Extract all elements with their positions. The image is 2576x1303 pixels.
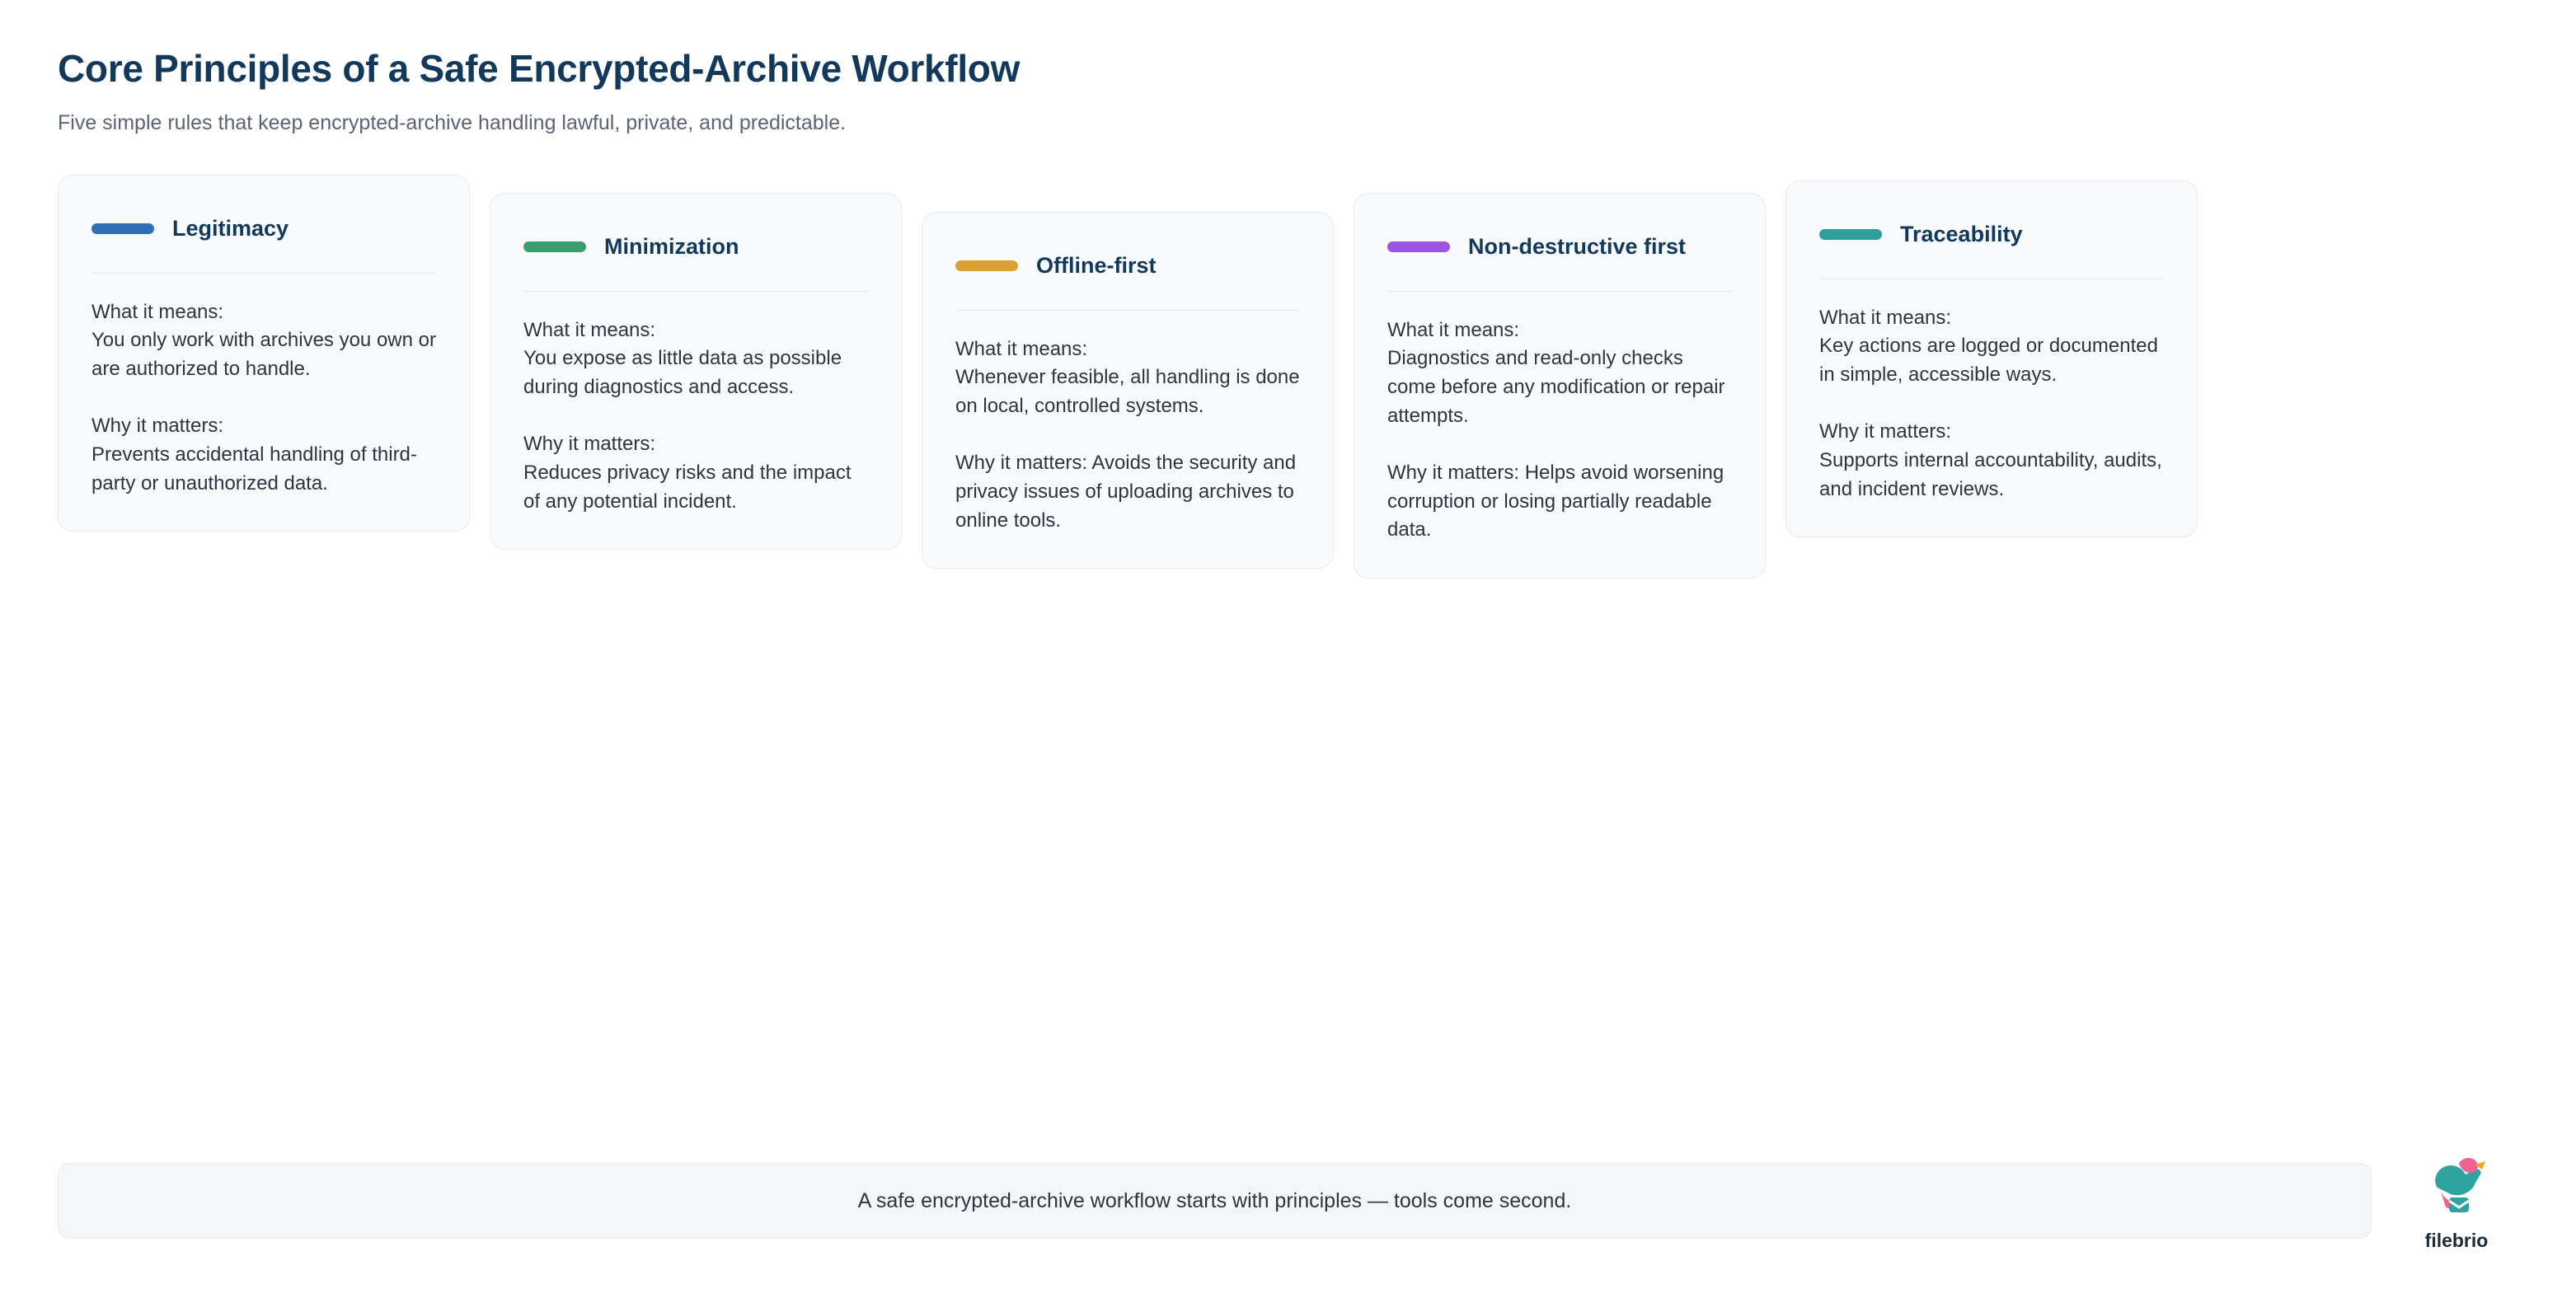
divider [955,310,1300,311]
principle-card [922,212,1334,569]
footer-banner-text: A safe encrypted-archive workflow starts with principles — tools come second. [857,1188,1572,1212]
brand-name: filebrio [2424,1230,2489,1251]
what-it-means-label: What it means: [1819,306,1952,329]
what-it-means-label: What it means: [523,318,656,341]
card-title: Minimization [604,234,739,260]
principle-card [1354,193,1766,579]
why-it-matters-block [1387,459,1732,545]
why-it-matters-text: Reduces privacy risks and the impact of any potential incident. [523,461,852,513]
principle-card [490,193,902,551]
why-it-matters-block [955,449,1300,535]
accent-bar-icon [1387,241,1450,252]
why-it-matters-text: Avoids the security and privacy issues of uploading archives to online tools. [955,452,1297,532]
brand-block [2395,1150,2518,1252]
card-header [1819,211,2164,259]
page-title: Core Principles of a Safe Encrypted-Archive Workflow [58,47,1021,90]
what-it-means-label: What it means: [91,300,224,323]
divider [523,291,868,292]
why-it-matters-block [1819,418,2164,504]
why-it-matters-text: Supports internal accountability, audits, and incident reviews. [1819,448,2162,500]
what-it-means-label: What it means: [955,337,1088,360]
accent-bar-icon [523,241,586,252]
what-it-means-text: You only work with archives you own or are authorized to handle. [91,329,436,381]
why-it-matters-text: Prevents accidental handling of third-party or unauthorized data. [91,443,417,494]
what-it-means-block [1819,304,2164,390]
card-title: Legitimacy [172,216,289,241]
what-it-means-label: What it means: [1387,318,1520,341]
principle-card-list [58,175,2518,579]
bird-logo-icon [2421,1150,2492,1225]
divider [91,273,436,274]
principle-card [58,175,470,532]
why-it-matters-text: Helps avoid worsening corruption or losing partially readable data. [1387,461,1724,541]
why-it-matters-label: Why it matters: [91,415,224,438]
why-it-matters-block [91,412,436,498]
accent-bar-icon [955,260,1018,271]
what-it-means-text: You expose as little data as possible during diagnostics and access. [523,347,842,399]
footer-banner [58,1163,2372,1239]
card-title: Offline-first [1036,253,1157,279]
principle-card [1785,180,2198,538]
card-header [955,242,1300,290]
accent-bar-icon [1819,229,1882,240]
what-it-means-block [1387,316,1732,431]
what-it-means-text: Whenever feasible, all handling is done on local, controlled systems. [955,366,1300,418]
why-it-matters-label: Why it matters: [955,452,1088,475]
card-title: Traceability [1900,222,2023,247]
what-it-means-block [91,298,436,384]
why-it-matters-label: Why it matters: [1819,420,1952,443]
why-it-matters-block [523,430,868,516]
what-it-means-block [955,335,1300,421]
what-it-means-text: Diagnostics and read-only checks come before any modification or repair attempts. [1387,347,1725,428]
divider [1387,291,1732,292]
card-header [523,223,868,271]
card-header [91,205,436,253]
what-it-means-text: Key actions are logged or documented in simple, accessible ways. [1819,335,2158,387]
accent-bar-icon [91,223,154,234]
card-header [1387,223,1732,271]
footer [58,1150,2518,1252]
why-it-matters-label: Why it matters: [523,433,656,456]
card-title: Non-destructive first [1468,234,1687,260]
page-subtitle: Five simple rules that keep encrypted-archive handling lawful, private, and predictable. [58,111,847,135]
why-it-matters-label: Why it matters: [1387,461,1520,484]
what-it-means-block [523,316,868,402]
